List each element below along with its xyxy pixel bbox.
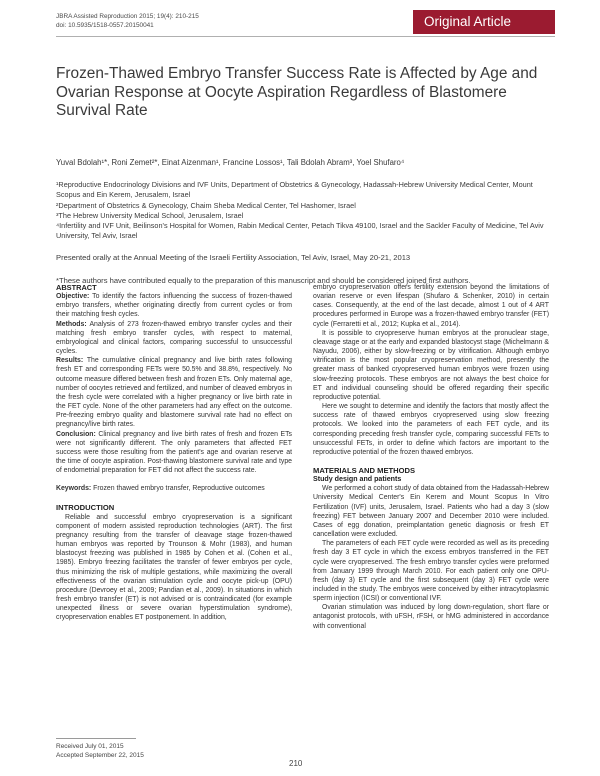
introduction-paragraph-1: Reliable and successful embryo cryopreservation is a significant component of modern assisted reproduction technologies (ART). The first pregnancy resulting from the transfer of cleavage stage frozen-thawed human embryos was reported by Trounson & Mohr (1983), and human blastocyst freezing was published in 1985 by Cohen et al. (Cohen et al., 1985). Embryo freezing facilitates the transfer of fewer embryos per cycle, thus minimizing the risk of multiple gestations, while maximizing the overall effectiveness of the ovarian stimulation cycle and oocyte pick-up (OPU) procedure (Devroey et al., 2009; Pandian et al., 2009). In situations in which fresh embryo transfer (ET) is not advised or is contraindicated (for example unexpected illness or severe ovarian hyperstimulation syndrome), cryopreservation enables ET postponement. In addition, [56, 513, 292, 622]
right-paragraph-3: Here we sought to determine and identify the factors that mostly affect the success rate of thawed embryos cryopreserved using slow freezing protocols. We looked into the parameters of each FET cycle, and its corresponding preceding fresh transfer cycle, comparing successful FETs to unsuccessful FETs, in order to define which factors are important to the reproductive potential of the frozen thawed embryos. [313, 403, 549, 456]
abstract-methods: Methods: Analysis of 273 frozen-thawed embryo transfer cycles and their matching fresh embryo transfer cycles, with respect to maternal, embryological and clinical factors, comparing successful to unsuccessful cycles. [56, 320, 292, 356]
affiliation-1: ¹Reproductive Endocrinology Divisions and IVF Units, Department of Obstetrics & Gynecology, Hadassah-Hebrew University Medical Center, Mount Scopus and Ein Kerem, Jerusalem, Israel [56, 180, 533, 200]
right-column [313, 283, 549, 631]
article-type-badge: Original Article [413, 10, 555, 34]
left-column [56, 283, 292, 622]
page-number: 210 [289, 759, 303, 768]
received-date: Received July 01, 2015 [56, 743, 124, 750]
doi: doi: 10.5935/1518-0557.20150041 [56, 21, 154, 29]
journal-header [56, 13, 199, 30]
study-design-heading: Study design and patients [313, 475, 402, 484]
author-list: Yuval Bdolah¹*, Roni Zemet²*, Einat Aizenman¹, Francine Lossos¹, Tali Bdolah Abram³, Yoel Shufaro⁴ [56, 158, 405, 167]
journal-citation: JBRA Assisted Reproduction 2015; 19(4): 210-215 [56, 13, 199, 20]
methods-paragraph-2: The parameters of each FET cycle were recorded as well as its preceding fresh day 3 ET cycle in which the excess embryos transferred in the FET cycle were cryopreserved. The fresh embryo transfer cycles were preformed from January 1999 through March 2010. For each patient only one OPU-fresh (day 3) ET cycle and the first subsequent (day 3) FET cycle were included in the study. The embryos were conceived by either intracytoplasmic sperm injection (ICSI) or conventional IVF. [313, 540, 549, 603]
presented-note: Presented orally at the Annual Meeting of the Israeli Fertility Association, Tel Aviv, Israel, May 20-21, 2013 [56, 253, 411, 262]
received-dates [56, 743, 144, 760]
abstract-heading: ABSTRACT [56, 283, 97, 292]
affiliation-4: ⁴Infertility and IVF Unit, Beilinson's Hospital for Women, Rabin Medical Center, Petach Tikva 49100, Israel and the Sackler Faculty of Medicine, Tel Aviv University, Tel Aviv, Israel [56, 221, 544, 241]
article-title: Frozen-Thawed Embryo Transfer Success Rate is Affected by Age and Ovarian Response at Oocyte Aspiration Regardless of Blastomere Survival Rate [56, 65, 538, 120]
introduction-heading: INTRODUCTION [56, 503, 115, 513]
abstract-conclusion: Conclusion: Clinical pregnancy and live birth rates of fresh and frozen ETs were not significantly different. The only parameters that affected FET success were those resulting from the patient's age and ovarian reserve at the time of oocyte aspiration. Post-thawing blastomere survival rate and type of endometrial preparation for FET did not affect the success rate. [56, 430, 292, 475]
methods-paragraph-3: Ovarian stimulation was induced by long down-regulation, short flare or antagonist protocols, with uFSH, rFSH, or hMG administered in accordance with conventional [313, 604, 549, 630]
right-paragraph-1: embryo cryopreservation offers fertility extension beyond the limitations of ovarian reserve or even lifespan (Shufaro & Schenker, 2010) in certain cases. Consequently, at the end of the last decade, almost 1 out of 4 ART procedures performed in Europe was a frozen-thawed embryo transfer (FET) cycle (Ferraretti et al., 2012; Kupka et al., 2014). [313, 284, 549, 328]
abstract-objective: Objective: To identify the factors influencing the success of frozen-thawed embryo transfers, whether originating directly from current cycles or from their matching fresh cycles. [56, 293, 292, 319]
methods-paragraph-1: We performed a cohort study of data obtained from the Hadassah-Hebrew University Medical Center's Ein Kerem and Mount Scopus In Vitro Fertilization (IVF) units, Jerusalem, Israel. Patients who had a day 3 (slow freezing) FET between January 2007 and December 2010 were included. Cases of egg donation, preimplantation genetic diagnosis or fresh ET cancellation were excluded. [313, 485, 549, 539]
equal-contribution-note: *These authors have contributed equally to the preparation of this manuscript and should be considered joined first authors. [56, 276, 471, 285]
accepted-date: Accepted September 22, 2015 [56, 751, 144, 759]
right-paragraph-2: It is possible to cryopreserve human embryos at the pronuclear stage, cleavage stage or at the early and expanded blastocyst stage (Michelmann & Nayudu, 2006), either by slow-freezing or by vitrification. Although embryo vitrification is the most popular cryopreservation method, presently the greater mass of banked cryopreserved human embryos were frozen using slow-freezing protocols. These embryos are not always the best choice for ET and individual counseling should be offered regarding their specific reproductive potential. [313, 329, 549, 401]
affiliation-2: ²Department of Obstetrics & Gynecology, Chaim Sheba Medical Center, Tel Hashomer, Israel [56, 200, 356, 210]
affiliations [56, 180, 556, 242]
abstract-results: Results: The cumulative clinical pregnancy and live birth rates following fresh ET and corresponding FETs were 50.5% and 38.8%, respectively. No outcome measure differed between fresh and frozen ETs. Only maternal age, number of oocytes retrieved and fertilized, and number of cleaved embryos in the fresh cycle were correlated with a higher pregnancy or live birth rate in the FET cycle. None of the other parameters had any effect on the outcome. Pre-freezing embryo quality and blastomere survival rate had no effect on pregnancy/live birth rates. [56, 357, 292, 429]
footer-divider [56, 738, 136, 739]
methods-heading: MATERIALS AND METHODS [313, 465, 416, 475]
keywords: Keywords: Frozen thawed embryo transfer, Reproductive outcomes [56, 485, 265, 493]
header-divider [56, 36, 555, 37]
affiliation-3: ³The Hebrew University Medical School, Jerusalem, Israel [56, 210, 244, 220]
